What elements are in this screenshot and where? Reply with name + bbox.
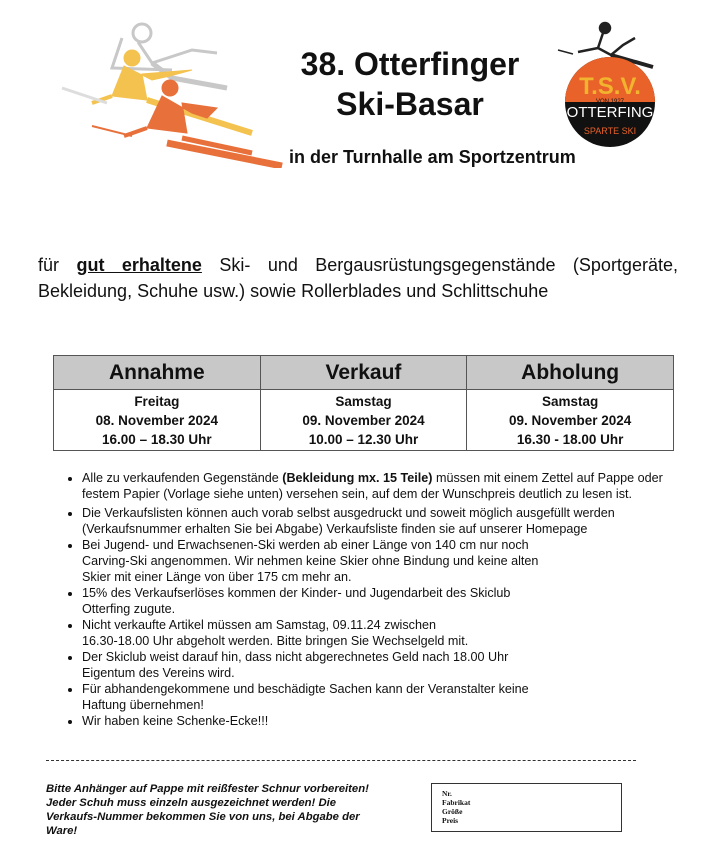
rule-item bbox=[82, 649, 702, 681]
cut-line-divider bbox=[46, 760, 636, 761]
rule-text: Skier mit einer Länge von über 175 cm mehr an. bbox=[82, 570, 352, 584]
intro-prefix: für bbox=[38, 255, 77, 275]
schedule-table bbox=[53, 355, 674, 451]
rule-text: • Für abhandengekommene und beschädigte Sachen kann der Veranstalter keine bbox=[82, 682, 529, 696]
rule-item bbox=[82, 537, 702, 585]
schedule-day: Samstag bbox=[335, 394, 392, 409]
schedule-header-verkauf: Verkauf bbox=[260, 356, 467, 390]
rule-text: Wir haben keine Schenke-Ecke!!! bbox=[82, 714, 269, 728]
schedule-date: 08. November 2024 bbox=[95, 413, 218, 428]
rule-text: Otterfing zugute. bbox=[82, 602, 176, 616]
rule-item bbox=[82, 470, 702, 502]
rule-item bbox=[82, 505, 702, 537]
rule-text: Die Verkaufslisten können auch vorab selbst ausgedruckt und soweit möglich ausgefüllt werden (Verkaufsnummer erhalten Sie bei Abgabe) Verkaufsliste finden sie auf unserer Homepage bbox=[82, 506, 615, 536]
logo-town-text: OTTERFING bbox=[566, 104, 654, 121]
tag-field-price: Preis bbox=[442, 816, 459, 825]
rule-text: • Nicht verkaufte Artikel müssen am Samstag, 09.11.24 zwischen bbox=[82, 618, 436, 632]
tag-field-number: Nr. bbox=[442, 789, 452, 798]
logo-club-text: T.S.V. bbox=[579, 73, 641, 100]
rule-item bbox=[82, 681, 702, 713]
schedule-header-abholung: Abholung bbox=[467, 356, 674, 390]
rule-text: Carving-Ski angenommen. Wir nehmen keine Skier ohne Bindung und keine alten bbox=[82, 554, 539, 568]
schedule-row bbox=[54, 390, 674, 451]
rule-text: Eigentum des Vereins wird. bbox=[82, 666, 235, 680]
rule-item bbox=[82, 617, 702, 649]
schedule-cell-verkauf bbox=[260, 390, 467, 451]
schedule-cell-annahme bbox=[54, 390, 261, 451]
schedule-date: 09. November 2024 bbox=[508, 413, 632, 428]
intro-emphasis: gut erhaltene bbox=[76, 255, 202, 275]
schedule-header-row bbox=[54, 356, 674, 390]
logo-department-text: SPARTE SKI bbox=[583, 126, 637, 136]
rule-text: • Bei Jugend- und Erwachsenen-Ski werden ab einer Länge von 140 cm nur noch bbox=[82, 538, 529, 552]
venue-subtitle: in der Turnhalle am Sportzentrum bbox=[289, 147, 576, 167]
schedule-day: Samstag bbox=[542, 394, 599, 409]
tsv-otterfing-logo-icon bbox=[553, 10, 668, 150]
schedule-day: Freitag bbox=[134, 394, 180, 409]
rule-text: • 15% des Verkaufserlöses kommen der Kinder- und Jugendarbeit des Skiclub bbox=[82, 586, 511, 600]
schedule-time: 16.00 – 18.30 Uhr bbox=[102, 432, 212, 447]
rule-text: 16.30-18.00 Uhr abgeholt werden. Bitte bringen Sie Wechselgeld mit. bbox=[82, 634, 469, 648]
tag-field-size: Größe bbox=[442, 807, 463, 816]
schedule-cell-abholung bbox=[467, 390, 674, 451]
rule-text: • Der Skiclub weist darauf hin, dass nicht abgerechnetes Geld nach 18.00 Uhr bbox=[82, 650, 509, 664]
rule-text: Alle zu verkaufenden Gegenstände bbox=[82, 471, 283, 485]
schedule-time: 16.30 - 18.00 Uhr bbox=[516, 432, 624, 447]
schedule-date: 09. November 2024 bbox=[302, 413, 425, 428]
rule-text: müssen mit einem Zettel auf Pappe oder festem Papier (Vorlage siehe unten) versehen sein, auf dem der Wunschpreis deutlich zu lesen ist. bbox=[82, 471, 663, 501]
rule-text: Haftung übernehmen! bbox=[82, 698, 204, 712]
intro-text bbox=[38, 252, 678, 304]
intro-rest: Ski- und Bergausrüstungsgegenstände (Sportgeräte, Bekleidung, Schuhe usw.) sowie Rollerblades und Schlittschuhe bbox=[38, 255, 678, 301]
page-title-line-2: Ski-Basar bbox=[336, 86, 484, 122]
logo-since-text: VON 1927 bbox=[595, 99, 625, 105]
schedule-header-annahme: Annahme bbox=[54, 356, 261, 390]
footer-note: Bitte Anhänger auf Pappe mit reißfester Schnur vorbereiten! Jeder Schuh muss einzeln ausgezeichnet werden! Die Verkaufs-Nummer bekommen Sie von uns, bei Abgabe der Ware! bbox=[46, 783, 369, 837]
rule-bold-text: (Bekleidung mx. 15 Teile) bbox=[282, 471, 433, 485]
rules-list bbox=[62, 470, 702, 729]
tag-field-brand: Fabrikat bbox=[442, 798, 471, 807]
rule-item bbox=[82, 713, 702, 729]
rule-item bbox=[82, 585, 702, 617]
page-title-line-1: 38. Otterfinger bbox=[300, 46, 520, 82]
price-tag-template bbox=[431, 783, 622, 832]
schedule-time: 10.00 – 12.30 Uhr bbox=[308, 432, 419, 447]
